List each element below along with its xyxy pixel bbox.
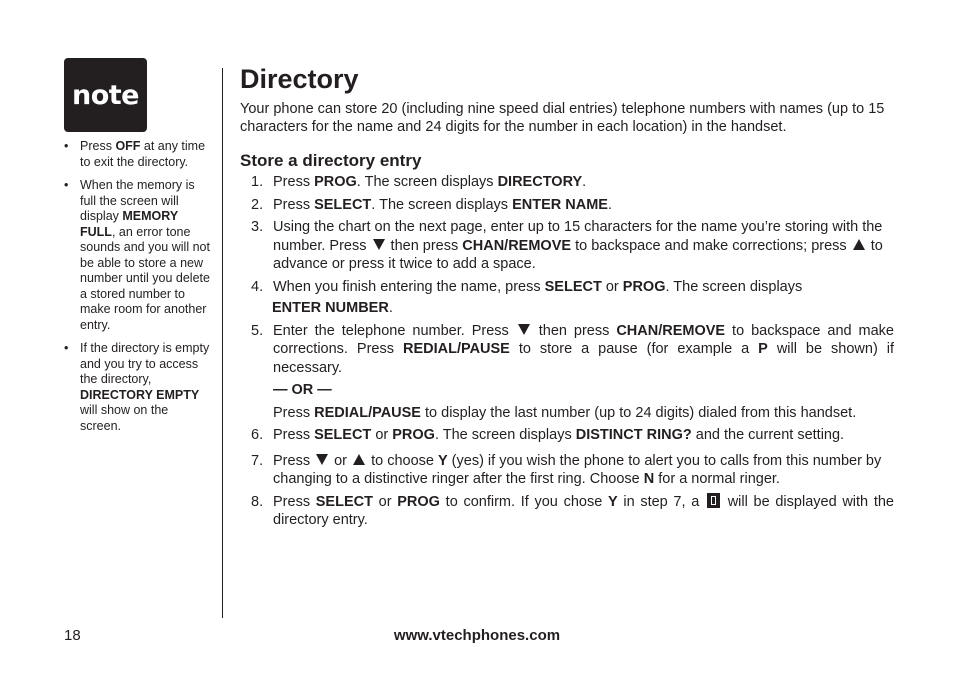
note-item: • Press OFF at any time to exit the directory. (64, 139, 212, 170)
main-content (240, 62, 894, 534)
up-arrow-icon (353, 454, 365, 465)
step-item: 2. Press SELECT. The screen displays ENTER NAME. (251, 196, 612, 213)
step-item: 3. Using the chart on the next page, enter up to 15 characters for the name you’re storing with the number. Press then press CHAN/REMOVE to backspace and make corrections; press to advance or press it twice to add a space. (251, 219, 883, 272)
notes-list (64, 139, 212, 434)
distinct-ring-icon (707, 493, 720, 508)
step-item: 8. Press SELECT or PROG to confirm. If you chose Y in step 7, a will be displayed with the directory entry. (251, 493, 894, 528)
down-arrow-icon (518, 324, 530, 335)
vertical-divider (222, 68, 223, 618)
step-text: Enter the telephone number. Press then press CHAN/REMOVE to backspace and make corrections. Press REDIAL/PAUSE to store a pause (for example a P will be shown) if necessary. (273, 322, 894, 376)
step-subline: ENTER NUMBER. (272, 300, 393, 316)
footer-url: www.vtechphones.com (393, 627, 561, 644)
sidebar-notes (64, 139, 212, 442)
note-item: • If the directory is empty and you try to access the directory, DIRECTORY EMPTY will show on the screen. (64, 341, 212, 434)
step-item: 1. Press PROG. The screen displays DIRECTORY. (251, 174, 587, 190)
note-badge (64, 58, 147, 132)
intro-paragraph: Your phone can store 20 (including nine speed dial entries) telephone numbers with names (up to 15 characters for the name and 24 digits for the number in each location) in the handset. (240, 101, 885, 135)
step-text: Press REDIAL/PAUSE to display the last number (up to 24 digits) dialed from this handset. (273, 404, 857, 421)
steps-list (240, 173, 894, 530)
page-title: Directory (240, 64, 359, 94)
note-badge-label: note (72, 79, 139, 111)
section-title: Store a directory entry (240, 151, 422, 170)
or-separator: — OR — (273, 382, 332, 398)
step-text: Press SELECT or PROG to confirm. If you chose Y in step 7, a will be displayed with the directory entry. (273, 493, 894, 528)
note-item: • When the memory is full the screen will display MEMORY FULL, an error tone sounds and you will not be able to store a new number until you delete a stored number to make room for another entry. (64, 178, 212, 333)
step-item: 4. When you finish entering the name, press SELECT or PROG. The screen displays ENTER NUMBER. (240, 278, 894, 318)
step-item: 6. Press SELECT or PROG. The screen displays DISTINCT RING? and the current setting. (251, 427, 845, 443)
step-item: 7. Press or to choose Y (yes) if you wish the phone to alert you to calls from this number by changing to a distinctive ringer after the first ring. Choose N for a normal ringer. (251, 452, 882, 487)
down-arrow-icon (316, 454, 328, 465)
step-item: 5. Enter the telephone number. Press then press CHAN/REMOVE to backspace and make corrections. Press REDIAL/PAUSE to store a pause (for example a P will be shown) if necessary. — OR — Press REDIAL/PAUSE to display the last number (up to 24 digits) dialed from this handset. (251, 322, 894, 421)
up-arrow-icon (853, 239, 865, 250)
page-number: 18 (64, 627, 81, 644)
down-arrow-icon (373, 239, 385, 250)
